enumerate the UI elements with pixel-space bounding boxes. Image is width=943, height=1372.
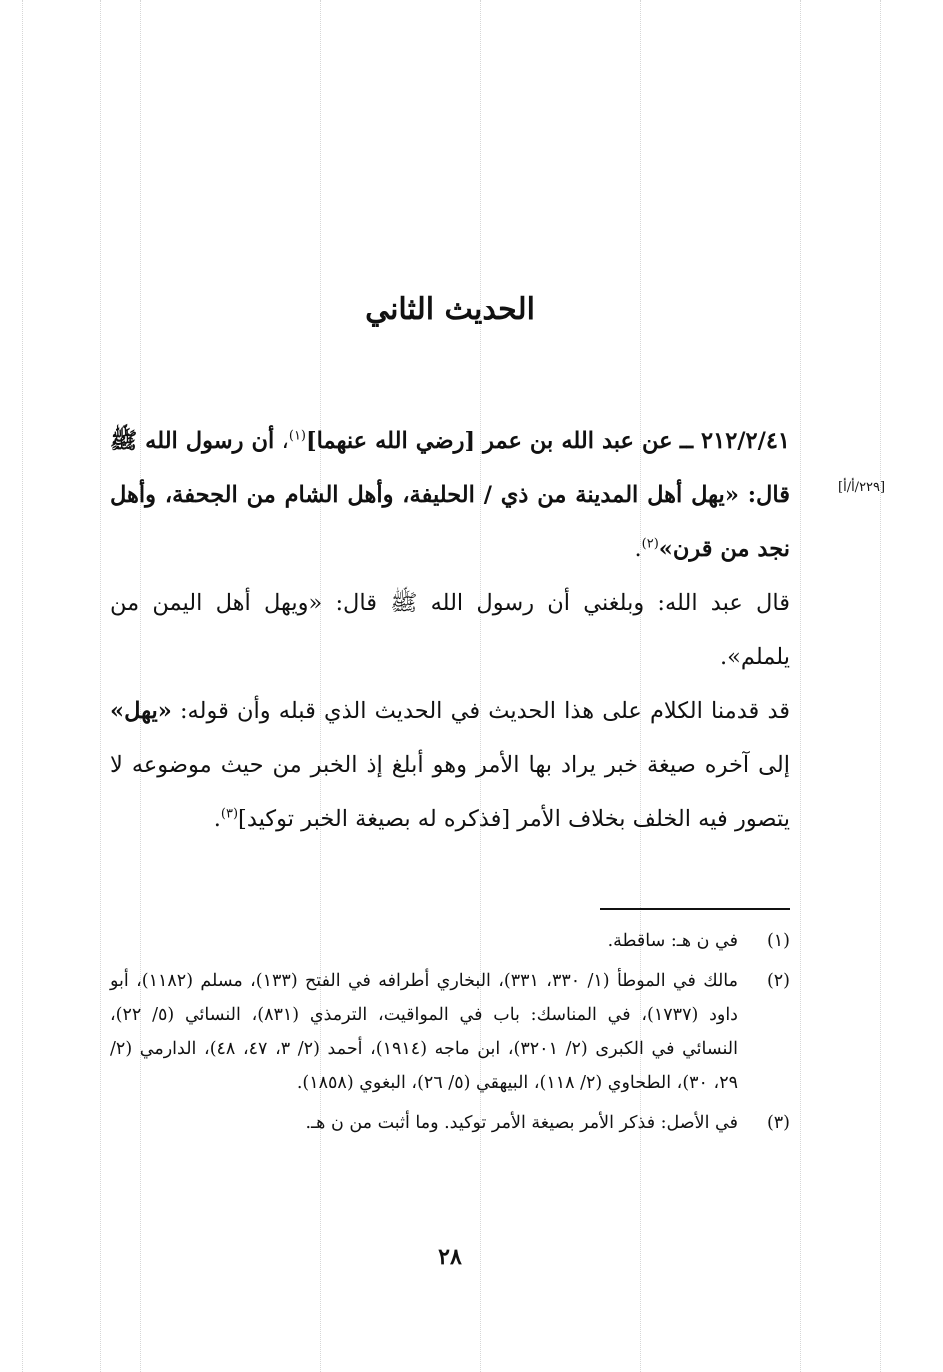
footnote-number: (١) [766, 931, 790, 951]
footnote-number: (٢) [766, 971, 790, 991]
footnote-marker-3[interactable]: (٣) [220, 806, 239, 822]
page-title: الحديث الثاني [365, 292, 535, 327]
margin-reference: [٢٢٩/أ/أ] [838, 480, 886, 495]
footnote-text: في الأصل: فذكر الأمر بصيغة الأمر توكيد. وما أثبت من ن هـ. [305, 1113, 738, 1133]
footnote-1 [110, 924, 790, 958]
paragraph-3-start: قد قدمنا الكلام على هذا الحديث في الحديث الذي قبله وأن قوله: [179, 698, 791, 724]
footnote-divider [600, 908, 790, 910]
matn-period: . [634, 536, 642, 562]
paragraph-2 [110, 576, 790, 684]
hadith-paragraph [110, 414, 790, 576]
page-number: ٢٨ [438, 1244, 462, 1270]
hadith-isnad: عن عبد الله بن عمر [رضي الله عنهما] [306, 428, 673, 454]
footnote-text: مالك في الموطأ (١/ ٣٣٠، ٣٣١)، البخاري أطرافه في الفتح (١٣٣)، مسلم (١١٨٢)، أبو داود (١٧٣٧)، في المناسك: باب في المواقيت، الترمذي (٨٣١)، النسائي (٥/ ٢٢)، النسائي في الكبرى (٢/ ٣٢٠١)، ابن ماجه (١٩١٤)، أحمد (٢/ ٣، ٤٧، ٤٨)، الدارمي (٢/ ٢٩، ٣٠)، الطحاوي (٢/ ١١٨)، البيهقي (٥/ ٢٦)، البغوي (١٨٥٨). [110, 971, 739, 1093]
footnote-number: (٣) [766, 1113, 790, 1133]
paragraph-3-period: . [213, 806, 221, 832]
isnad-comma: ، [281, 428, 289, 454]
hadith-number: ٢١٢/٢/٤١ ــ [679, 428, 790, 454]
scan-artifact [22, 0, 23, 1372]
paragraph-3 [110, 684, 790, 846]
paragraph-3-quote: «يهل» [110, 698, 172, 724]
scan-artifact [100, 0, 101, 1372]
footnote-3 [110, 1106, 790, 1140]
paragraph-2-text: قال عبد الله: وبلغني أن رسول الله ﷺ قال: «ويهل أهل اليمن من يلملم». [110, 590, 790, 670]
footnote-text: في ن هـ: ساقطة. [607, 931, 738, 951]
footnote-marker-2[interactable]: (٢) [641, 536, 659, 552]
scan-artifact [800, 0, 801, 1372]
footnotes [110, 924, 790, 1146]
hadith-matn: أن رسول الله ﷺ قال: «يهل أهل المدينة من ذي / الحليفة، وأهل الشام من الجحفة، وأهل نجد من قرن» [110, 428, 790, 562]
footnote-2 [110, 964, 790, 1100]
footnote-marker-1[interactable]: (١) [288, 428, 306, 444]
scan-artifact [880, 0, 881, 1372]
paragraph-3-rest: إلى آخره صيغة خبر يراد بها الأمر وهو أبلغ إذ الخبر من حيث موضوعه لا يتصور فيه الخلف بخلاف الأمر [فذكره له بصيغة الخبر توكيد] [110, 752, 790, 832]
